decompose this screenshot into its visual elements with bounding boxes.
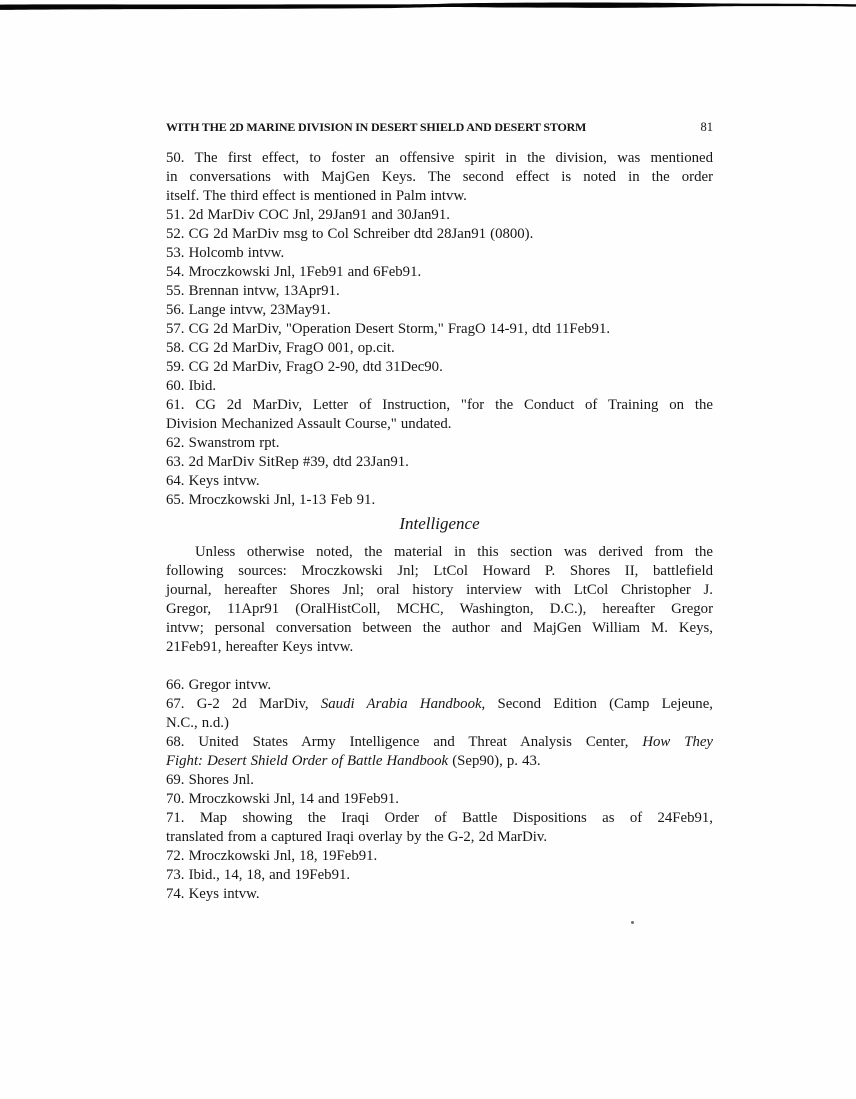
endnote xyxy=(166,866,713,885)
text-line xyxy=(166,263,713,282)
text-line xyxy=(166,581,713,600)
text-line xyxy=(166,847,713,866)
endnote xyxy=(166,282,713,301)
text-segment: 58. CG 2d MarDiv, FragO 001, op.cit. xyxy=(166,340,395,356)
text-line xyxy=(166,244,713,263)
text-segment: 69. Shores Jnl. xyxy=(166,772,254,788)
text-segment: 65. Mroczkowski Jnl, 1-13 Feb 91. xyxy=(166,492,376,508)
text-line xyxy=(166,301,713,320)
text-line xyxy=(166,809,713,828)
text-segment: in conversations with MajGen Keys. The second effect is noted in the order xyxy=(166,169,713,185)
endnote xyxy=(166,263,713,282)
text-segment: 52. CG 2d MarDiv msg to Col Schreiber dtd 28Jan91 (0800). xyxy=(166,226,534,242)
text-segment: 63. 2d MarDiv SitRep #39, dtd 23Jan91. xyxy=(166,454,409,470)
text-segment: journal, hereafter Shores Jnl; oral history interview with LtCol Christopher J. xyxy=(166,582,713,598)
text-line xyxy=(166,377,713,396)
text-line xyxy=(166,396,713,415)
text-line xyxy=(166,828,713,847)
scan-artifact-top-bar xyxy=(0,0,856,16)
endnote xyxy=(166,491,713,510)
text-segment: 51. 2d MarDiv COC Jnl, 29Jan91 and 30Jan91. xyxy=(166,207,450,223)
endnote xyxy=(166,885,713,904)
endnotes-block-1 xyxy=(166,149,713,510)
text-line xyxy=(166,187,713,206)
endnote xyxy=(166,149,713,206)
endnote xyxy=(166,377,713,396)
text-line xyxy=(166,543,713,562)
text-line xyxy=(166,491,713,510)
header-title: WITH THE 2D MARINE DIVISION IN DESERT SHIELD AND DESERT STORM xyxy=(166,120,587,134)
italic-text-segment: Fight: Desert Shield Order of Battle Handbook xyxy=(166,753,449,769)
text-segment: 70. Mroczkowski Jnl, 14 and 19Feb91. xyxy=(166,791,399,807)
endnote xyxy=(166,225,713,244)
text-segment: Division Mechanized Assault Course," undated. xyxy=(166,416,452,432)
page-number: 81 xyxy=(700,120,713,134)
text-line xyxy=(166,206,713,225)
text-segment: 56. Lange intvw, 23May91. xyxy=(166,302,331,318)
text-segment: 55. Brennan intvw, 13Apr91. xyxy=(166,283,340,299)
text-segment: translated from a captured Iraqi overlay by the G-2, 2d MarDiv. xyxy=(166,829,548,845)
text-line xyxy=(166,695,713,714)
text-segment: 71. Map showing the Iraqi Order of Battle Dispositions as of 24Feb91, xyxy=(166,810,713,826)
endnote xyxy=(166,453,713,472)
endnote xyxy=(166,733,713,771)
endnote xyxy=(166,472,713,491)
text-segment: 72. Mroczkowski Jnl, 18, 19Feb91. xyxy=(166,848,378,864)
text-line xyxy=(166,562,713,581)
endnote xyxy=(166,790,713,809)
text-line xyxy=(166,638,713,657)
text-line xyxy=(166,866,713,885)
endnote xyxy=(166,771,713,790)
text-line xyxy=(166,600,713,619)
text-segment: 67. G-2 2d MarDiv, xyxy=(166,696,321,712)
text-line xyxy=(166,472,713,491)
scan-speck xyxy=(631,921,634,924)
text-line xyxy=(166,149,713,168)
intro-paragraph xyxy=(166,543,713,657)
endnote xyxy=(166,301,713,320)
text-segment: intvw; personal conversation between the author and MajGen William M. Keys, xyxy=(166,620,713,636)
text-line xyxy=(166,282,713,301)
text-line xyxy=(166,453,713,472)
endnote xyxy=(166,320,713,339)
text-line xyxy=(166,434,713,453)
text-segment: Gregor, 11Apr91 (OralHistColl, MCHC, Washington, D.C.), hereafter Gregor xyxy=(166,601,713,617)
text-segment: 64. Keys intvw. xyxy=(166,473,260,489)
text-line xyxy=(166,790,713,809)
italic-text-segment: Saudi Arabia Handbook, xyxy=(320,696,486,712)
text-line xyxy=(166,752,713,771)
text-segment: 53. Holcomb intvw. xyxy=(166,245,285,261)
endnote xyxy=(166,809,713,847)
endnote xyxy=(166,434,713,453)
text-line xyxy=(166,714,713,733)
text-line xyxy=(166,676,713,695)
text-segment: 68. United States Army Intelligence and Threat Analysis Center, xyxy=(166,734,643,750)
text-segment: N.C., n.d.) xyxy=(166,715,229,731)
text-line xyxy=(166,885,713,904)
text-segment: Second Edition (Camp Lejeune, xyxy=(485,696,713,712)
endnote xyxy=(166,339,713,358)
endnote xyxy=(166,676,713,695)
text-segment: itself. The third effect is mentioned in Palm intvw. xyxy=(166,188,467,204)
text-segment: 66. Gregor intvw. xyxy=(166,677,272,693)
text-segment: 74. Keys intvw. xyxy=(166,886,260,902)
endnote xyxy=(166,396,713,434)
page-content xyxy=(166,118,713,904)
text-line xyxy=(166,358,713,377)
text-segment: 59. CG 2d MarDiv, FragO 2-90, dtd 31Dec90. xyxy=(166,359,443,375)
endnote xyxy=(166,206,713,225)
text-line xyxy=(166,733,713,752)
endnote xyxy=(166,695,713,733)
endnote xyxy=(166,244,713,263)
text-segment: 21Feb91, hereafter Keys intvw. xyxy=(166,639,354,655)
endnote xyxy=(166,543,713,657)
italic-text-segment: How They xyxy=(642,734,713,750)
text-line xyxy=(166,168,713,187)
text-line xyxy=(166,320,713,339)
text-segment: 50. The first effect, to foster an offensive spirit in the division, was mentioned xyxy=(166,150,713,166)
text-line xyxy=(166,771,713,790)
section-heading: Intelligence xyxy=(399,514,480,533)
text-segment: 73. Ibid., 14, 18, and 19Feb91. xyxy=(166,867,351,883)
text-line xyxy=(166,619,713,638)
running-header xyxy=(166,118,713,137)
text-segment: 62. Swanstrom rpt. xyxy=(166,435,280,451)
text-line xyxy=(166,339,713,358)
endnotes-block-2 xyxy=(166,676,713,904)
text-segment: 61. CG 2d MarDiv, Letter of Instruction, "for the Conduct of Training on the xyxy=(166,397,713,413)
text-line xyxy=(166,415,713,434)
text-segment: Unless otherwise noted, the material in this section was derived from the xyxy=(195,544,713,560)
endnote xyxy=(166,358,713,377)
text-segment: (Sep90), p. 43. xyxy=(448,753,541,769)
text-segment: 57. CG 2d MarDiv, "Operation Desert Storm," FragO 14-91, dtd 11Feb91. xyxy=(166,321,611,337)
endnote xyxy=(166,847,713,866)
text-segment: 60. Ibid. xyxy=(166,378,217,394)
text-line xyxy=(166,225,713,244)
text-segment: 54. Mroczkowski Jnl, 1Feb91 and 6Feb91. xyxy=(166,264,422,280)
text-segment: following sources: Mroczkowski Jnl; LtCol Howard P. Shores II, battlefield xyxy=(166,563,713,579)
